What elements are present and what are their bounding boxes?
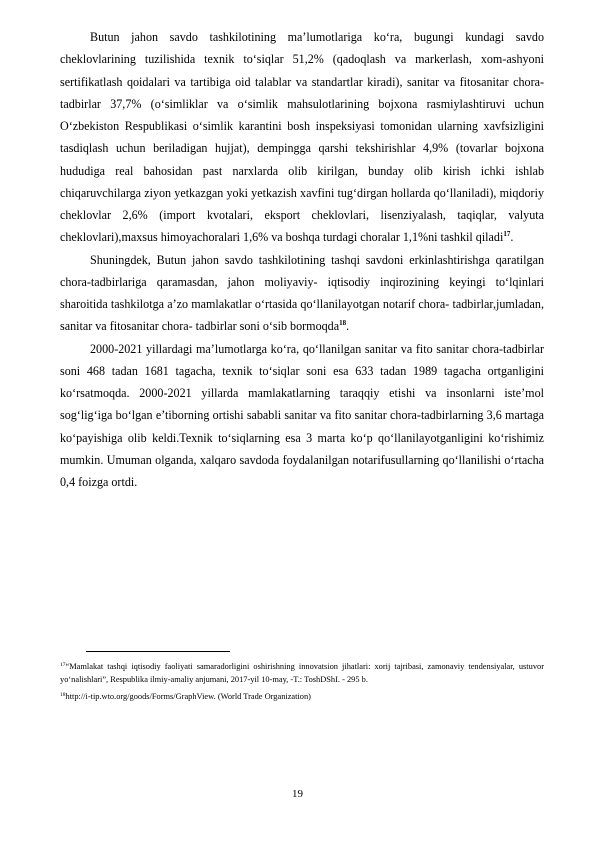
footnote-number: 18 [60,691,66,698]
paragraph-1: Butun jahon savdo tashkilotining ma’lumotlariga ko‘ra, bugungi kundagi savdo cheklovlarining tuzilishida texnik to‘siqlar 51,2% (qadoqlash va markerlash, xom-ashyoni sertifikatlash qoidalari va tartibiga oid talablar va standartlar kiradi), sanitar va fitosanitar chora-tadbirlar 37,7% (o‘simliklar va o‘simlik mahsulotlarining bojxona rasmiylashtiruvi uchun O‘zbekiston Respublikasi o‘simlik karantini bosh inspeksiyasi tomonidan ularning xavfsizligini tasdiqlash uchun beriladigan hujjat), dempingga qarshi tekshirishlar 4,9% (tovarlar bojxona hududiga real bahosidan past narxlarda olib kirilgan, bunday olib kirish ichki ishlab chiqaruvchilarga ziyon yetkazgan yoki yetkazish xavfini tug‘dirgan hollarda qo‘llaniladi), miqdoriy cheklovlar 2,6% (import kvotalari, eksport cheklovlari, lisenziyalash, taqiqlar, valyuta cheklovlari),maxsus himoyachoralari 1,6% va boshqa turdagi choralar 1,1%ni tashkil qiladi$^{17}$. [60,30,544,245]
paragraph-2: Shuningdek, Butun jahon savdo tashkilotining tashqi savdoni erkinlashtirishga qaratilgan chora-tadbirlariga qaramasdan, jahon moliyaviy- iqtisodiy inqirozining keyingi to‘lqinlari sharoitida tashkilotga a’zo mamlakatlar o‘rtasida qo‘llanilayotgan notarif chora- tadbirlar,jumladan, sanitar va fitosanitar chora- tadbirlar soni o‘sib bormoqda$^{18}$. [60,252,544,334]
paragraph-3 [60,338,544,494]
paragraph-3-text: 2000-2021 yillardagi ma’lumotlarga ko‘ra, qo‘llanilgan sanitar va fito sanitar chora-tadbirlar soni 468 tadan 1681 tagacha, texnik to‘siqlar soni esa 633 tadan 1989 tagacha ortganligini ko‘rsatmoqda. 2000-2021 yillarda mamlakatlarning taraqqiy etishi va insonlarni iste’mol sog‘lig‘iga bo‘lgan e’tiborning ortishi sababli sanitar va fito sanitar chora-tadbirlarning 3,6 martaga ko‘payishiga olib keldi.Texnik to‘siqlarning esa 3 marta ko‘p qo‘llanilayotganligini ko‘rishimiz mumkin. Umuman olganda, xalqaro savdoda foydalanilgan notarifusullarning qo‘llanilishi o‘rtacha 0,4 foizga ortdi. [60,341,544,489]
footnotes [60,660,544,706]
footnote-ref-18[interactable]: 18 [339,319,347,328]
footnote-ref-17[interactable]: 17 [503,230,511,239]
footnote-separator [86,651,230,652]
footnote-17 [60,660,544,687]
paragraph-2-text: Shuningdek, Butun jahon savdo tashkilotining tashqi savdoni erkinlashtirishga qaratilgan chora-tadbirlariga qaramasdan, jahon moliyaviy- iqtisodiy inqirozining keyingi to‘lqinlari sharoitida tashkilotga a’zo mamlakatlar o‘rtasida qo‘llanilayotgan notarif chora- tadbirlar,jumladan, sanitar va fitosanitar chora- tadbirlar soni o‘sib bormoqda [60,252,544,334]
footnote-number: 17 [60,662,66,668]
footnote-link[interactable]: http://i-tip.wto.org/goods/Forms/GraphView. (World Trade Organization) [65,691,311,701]
footnote-text: “Mamlakat tashqi iqtisodiy faoliyati samaradorligini oshirishning innovatsion jihatlari: xorij tajribasi, zamonaviy tendensiyalar, ustuvor yo‘nalishlari”, Respublika ilmiy-amaliy anjumani, 2017-yil 10-may, -T.: ToshDShI. - 295 b. [60,662,544,685]
page-number: 19 [292,788,303,800]
footnote-18 [60,690,544,703]
paragraph-1-text: Butun jahon savdo tashkilotining ma’lumotlariga ko‘ra, bugungi kundagi savdo cheklovlarining tuzilishida texnik to‘siqlar 51,2% (qadoqlash va markerlash, xom-ashyoni sertifikatlash qoidalari va tartibiga oid talablar va standartlar kiradi), sanitar va fitosanitar chora-tadbirlar 37,7% (o‘simliklar va o‘simlik mahsulotlarining bojxona rasmiylashtiruvi uchun O‘zbekiston Respublikasi o‘simlik karantini bosh inspeksiyasi tomonidan ularning xavfsizligini tasdiqlash uchun beriladigan hujjat), dempingga qarshi tekshirishlar 4,9% (tovarlar bojxona hududiga real bahosidan past narxlarda olib kirilgan, bunday olib kirish ichki ishlab chiqaruvchilarga ziyon yetkazgan yoki yetkazish xavfini tug‘dirgan hollarda qo‘llaniladi), miqdoriy cheklovlar 2,6% (import kvotalari, eksport cheklovlari, lisenziyalash, taqiqlar, valyuta cheklovlari),maxsus himoyachoralari 1,6% va boshqa turdagi choralar 1,1%ni tashkil qiladi [60,30,544,245]
body-text [60,26,544,493]
